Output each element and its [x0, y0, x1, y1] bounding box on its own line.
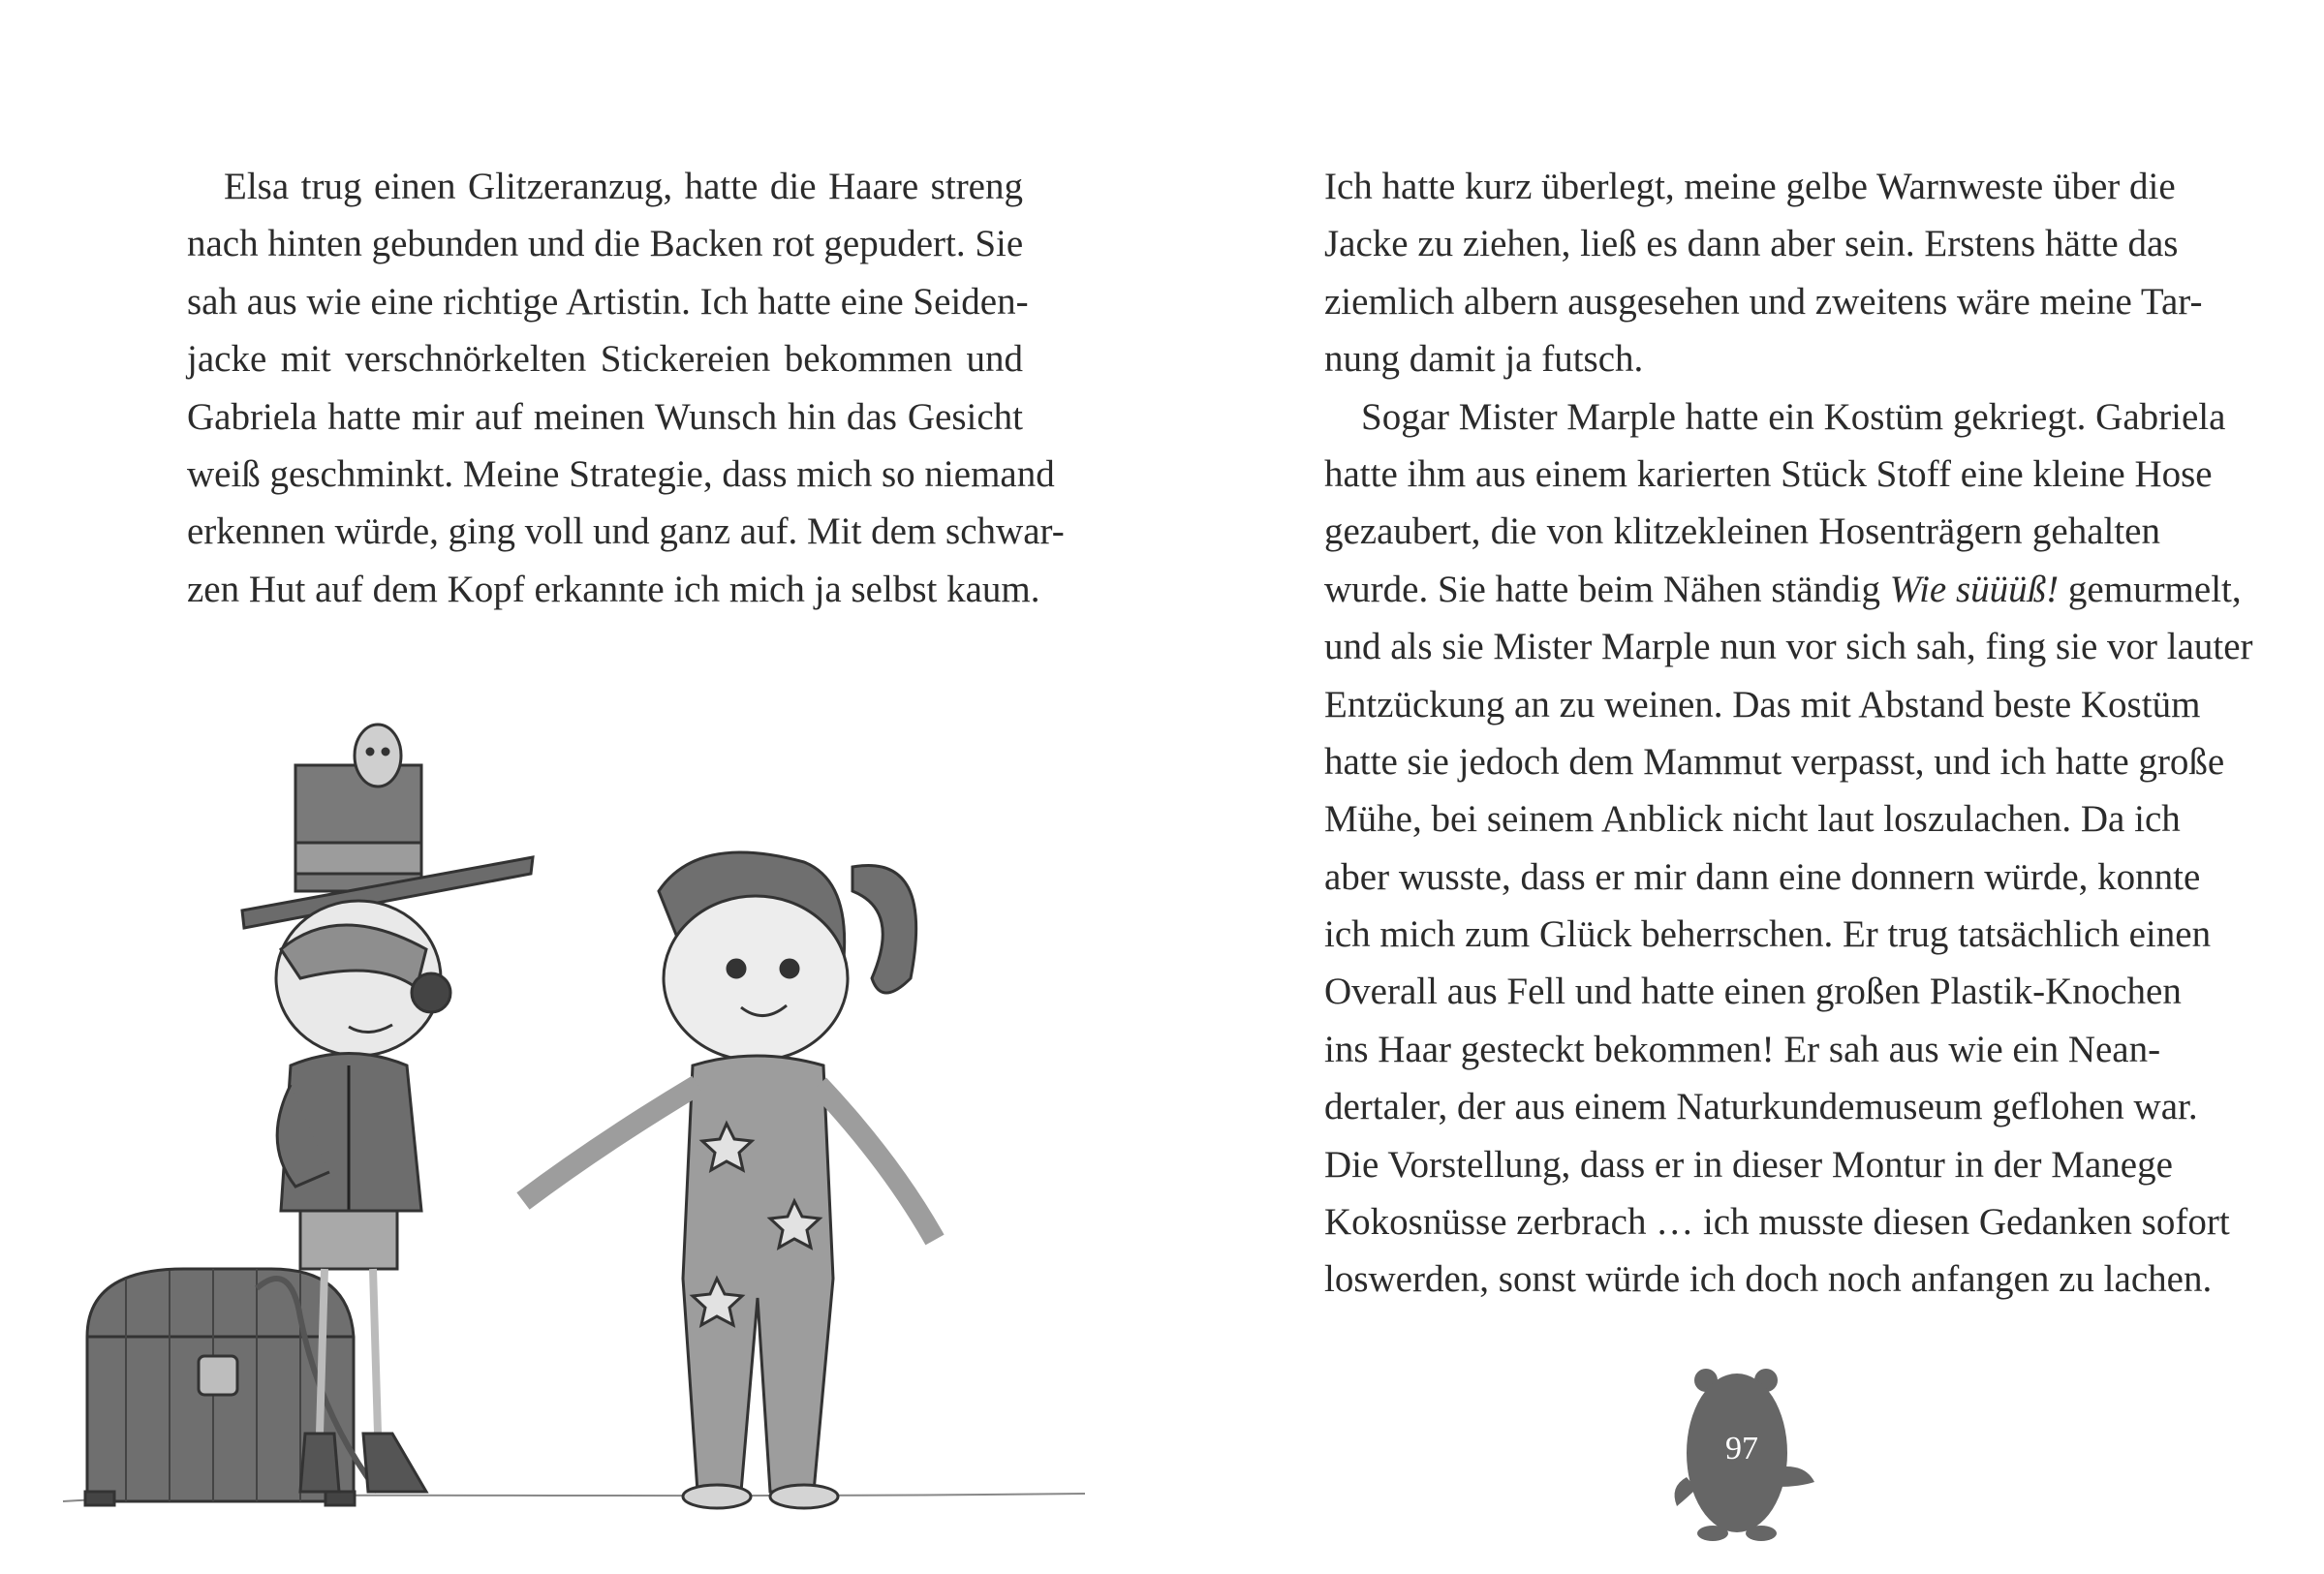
text-line: Ich hatte kurz überlegt, meine gelbe Warnweste über die	[1324, 166, 2176, 207]
page-number: 97	[1725, 1431, 1758, 1466]
text-line: dertaler, der aus einem Naturkundemuseum geflohen war.	[1324, 1086, 2198, 1128]
text-line: Kokosnüsse zerbrach … ich musste diesen Gedanken sofort	[1324, 1201, 2230, 1244]
text-line: hatte sie jedoch dem Mammut verpasst, und ich hatte große	[1324, 740, 2225, 783]
text-line: aber wusste, dass er mir dann eine donnern würde, konnte	[1324, 855, 2201, 898]
text-line: Sogar Mister Marple hatte ein Kostüm gekriegt. Gabriela	[1361, 395, 2226, 438]
left-page-text	[187, 158, 1065, 618]
text-line: erkennen würde, ging voll und ganz auf. Mit dem schwar-	[187, 510, 1065, 553]
text-line: hatte ihm aus einem karierten Stück Stoff eine kleine Hose	[1324, 452, 2213, 495]
text-line: weiß geschminkt. Meine Strategie, dass mich so niemand	[187, 452, 1055, 495]
text-line: ins Haar gesteckt bekommen! Er sah aus wie ein Nean-	[1324, 1028, 2161, 1070]
right-page	[1162, 0, 2324, 1574]
page-number-badge	[1669, 1361, 1814, 1545]
text-line: Mühe, bei seinem Anblick nicht laut loszulachen. Da ich	[1324, 798, 2181, 841]
text-line: jacke mit verschnörkelten Stickereien bekommen und	[187, 338, 1023, 381]
girl-figure	[523, 852, 935, 1508]
text-line: Die Vorstellung, dass er in dieser Montur in der Manege	[1324, 1143, 2173, 1186]
text-line: nung damit ja futsch.	[1324, 338, 1644, 381]
text-line: Entzückung an zu weinen. Das mit Abstand beste Kostüm	[1324, 683, 2201, 725]
text-line: Jacke zu ziehen, ließ es dann aber sein. Erstens hätte das	[1324, 223, 2179, 265]
text-line: und als sie Mister Marple nun vor sich sah, fing sie vor lauter	[1324, 626, 2253, 668]
right-page-text	[1324, 158, 2253, 1309]
text-line: Overall aus Fell und hatte einen großen Plastik-Knochen	[1324, 971, 2182, 1013]
italic-exclamation: Wie süüüß!	[1889, 568, 2060, 610]
text-line: ich mich zum Glück beherrschen. Er trug tatsächlich einen	[1324, 913, 2212, 956]
text-line: Gabriela hatte mir auf meinen Wunsch hin das Gesicht	[187, 395, 1023, 438]
text-line: zen Hut auf dem Kopf erkannte ich mich ja selbst kaum.	[187, 568, 1040, 610]
text-line: ziemlich albern ausgesehen und zweitens wäre meine Tar-	[1324, 280, 2203, 323]
text-line: loswerden, sonst würde ich doch noch anfangen zu lachen.	[1324, 1258, 2213, 1301]
text-line: gezaubert, die von klitzekleinen Hosenträgern gehalten	[1324, 510, 2160, 553]
illustration-boy-girl-chest	[58, 659, 1104, 1569]
text-line: sah aus wie eine richtige Artistin. Ich hatte eine Seiden-	[187, 280, 1029, 323]
text-line-italic: wurde. Sie hatte beim Nähen ständig Wie süüüß! gemurmelt,	[1324, 568, 2242, 610]
text-line: Elsa trug einen Glitzeranzug, hatte die Haare streng	[224, 166, 1023, 207]
text-line: nach hinten gebunden und die Backen rot gepudert. Sie	[187, 223, 1024, 265]
